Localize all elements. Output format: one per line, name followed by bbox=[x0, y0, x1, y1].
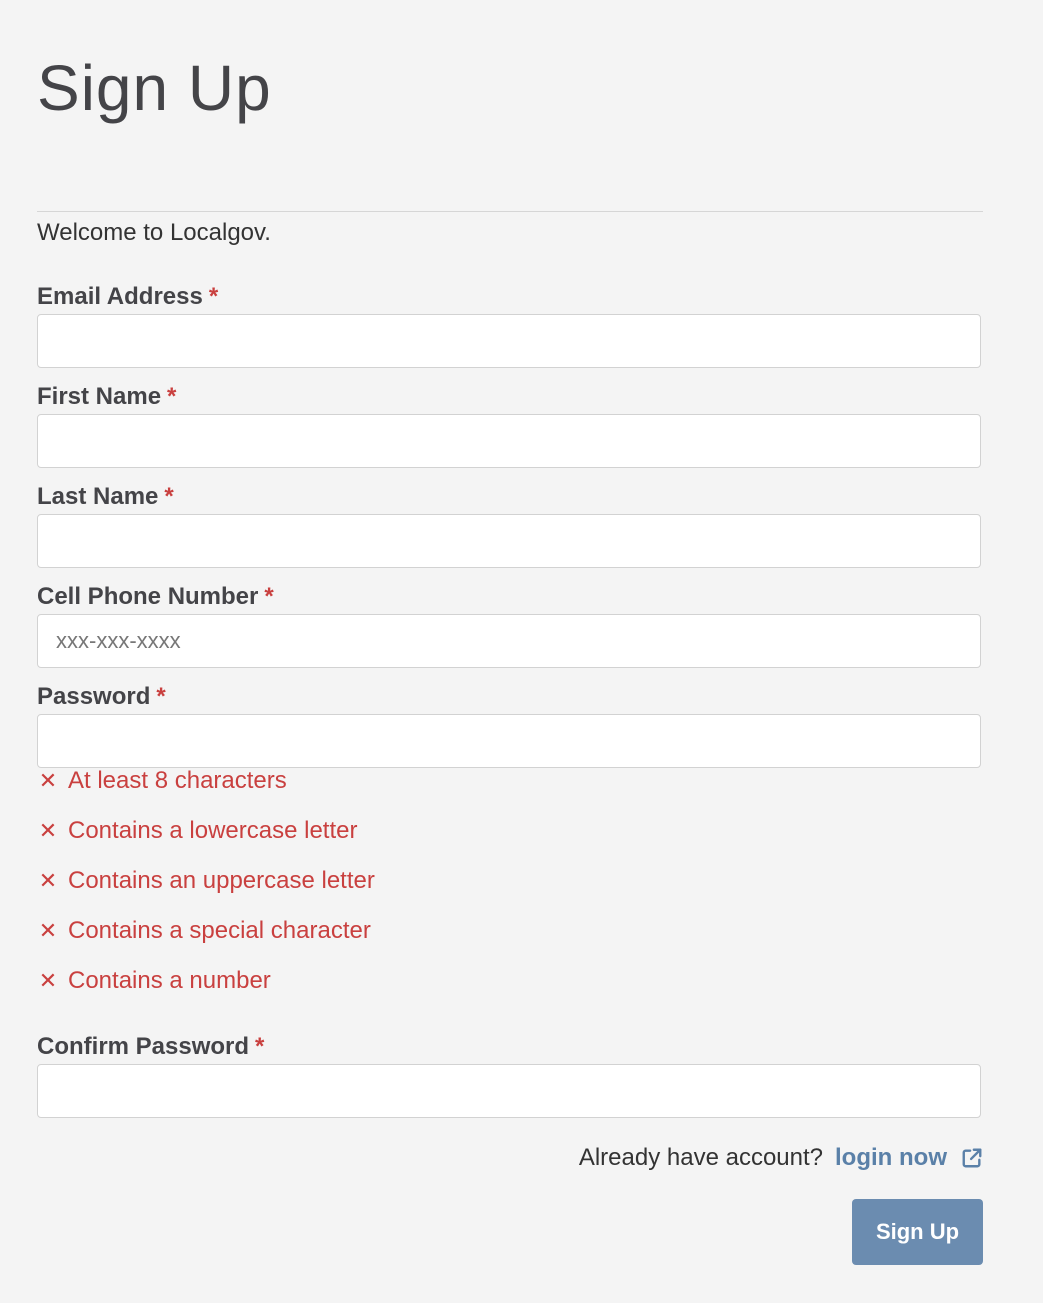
password-rule-text: At least 8 characters bbox=[68, 767, 287, 794]
welcome-text: Welcome to Localgov. bbox=[37, 219, 271, 246]
confirm-password-field[interactable] bbox=[37, 1064, 981, 1118]
already-have-account-text: Already have account? bbox=[578, 1144, 824, 1171]
password-rule-text: Contains a lowercase letter bbox=[68, 817, 358, 844]
x-icon: ✕ bbox=[38, 818, 58, 843]
phone-label-text: Cell Phone Number bbox=[37, 583, 259, 610]
phone-field[interactable] bbox=[37, 614, 981, 668]
phone-label bbox=[37, 582, 274, 612]
required-marker: * bbox=[255, 1033, 265, 1060]
required-marker: * bbox=[208, 283, 219, 310]
last-name-field[interactable] bbox=[37, 514, 981, 568]
password-rule bbox=[37, 966, 375, 996]
page-title: Sign Up bbox=[37, 52, 272, 124]
password-rule bbox=[37, 866, 375, 896]
email-label bbox=[37, 282, 218, 312]
first-name-label bbox=[37, 382, 176, 412]
confirm-password-label bbox=[37, 1032, 264, 1062]
title-divider bbox=[37, 211, 983, 212]
external-link-icon bbox=[961, 1147, 983, 1169]
last-name-label-text: Last Name bbox=[37, 483, 159, 510]
password-rule bbox=[37, 816, 375, 846]
last-name-label bbox=[37, 482, 174, 512]
password-rule-text: Contains a number bbox=[68, 967, 271, 994]
password-rules-list bbox=[37, 766, 375, 1016]
x-icon: ✕ bbox=[38, 768, 58, 793]
confirm-password-label-text: Confirm Password bbox=[37, 1033, 250, 1060]
login-now-label: login now bbox=[835, 1144, 947, 1171]
x-icon: ✕ bbox=[38, 968, 58, 993]
x-icon: ✕ bbox=[38, 918, 58, 943]
login-row bbox=[579, 1140, 983, 1176]
password-rule bbox=[37, 916, 375, 946]
first-name-label-text: First Name bbox=[37, 383, 162, 410]
password-label-text: Password bbox=[37, 683, 151, 710]
first-name-field[interactable] bbox=[37, 414, 981, 468]
x-icon: ✕ bbox=[38, 868, 58, 893]
required-marker: * bbox=[164, 483, 174, 510]
password-rule bbox=[37, 766, 375, 796]
password-rule-text: Contains a special character bbox=[68, 917, 371, 944]
required-marker: * bbox=[167, 383, 177, 410]
email-label-text: Email Address bbox=[37, 283, 203, 310]
login-now-link[interactable] bbox=[835, 1144, 983, 1172]
password-label bbox=[37, 682, 166, 712]
required-marker: * bbox=[264, 583, 274, 610]
password-field[interactable] bbox=[37, 714, 981, 768]
sign-up-button[interactable]: Sign Up bbox=[852, 1199, 983, 1265]
required-marker: * bbox=[156, 683, 166, 710]
email-field[interactable] bbox=[37, 314, 981, 368]
password-rule-text: Contains an uppercase letter bbox=[68, 867, 375, 894]
